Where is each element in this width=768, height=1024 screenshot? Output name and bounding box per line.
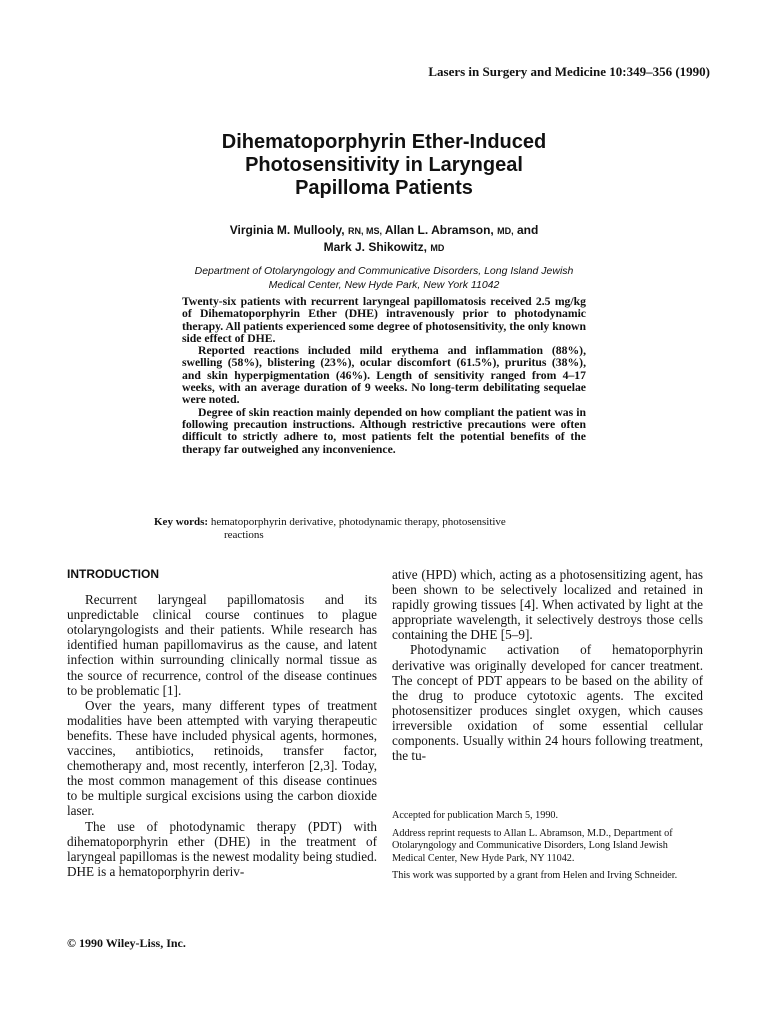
footnote-reprint: Address reprint requests to Allan L. Abramson, M.D., Department of Otolaryngology and Communicative Disorders, Long Island Jewish Medical Center, New Hyde Park, NY 11042. <box>392 827 673 864</box>
footnotes <box>392 810 703 888</box>
author-3-degree: MD <box>430 243 445 253</box>
body-paragraph: Recurrent laryngeal papillomatosis and its unpredictable clinical course continues to plague otolaryngologists and their patients. While research has identified human papillomavirus as the cause, and latent infection within surrounding clinically normal tissue as the source of recurrence, control of the disease continues to be problematic [1]. <box>67 592 377 698</box>
affiliation-line-1: Department of Otolaryngology and Communicative Disorders, Long Island Jewish <box>194 265 574 277</box>
author-1-name: Virginia M. Mullooly, <box>229 223 345 237</box>
abstract-paragraph-3: Degree of skin reaction mainly depended on how compliant the patient was in following precaution instructions. Although restrictive precautions were often difficult to strictly adhere to, most patients felt the potential benefits of the therapy far outweighed any inconvenience. <box>182 405 586 456</box>
body-paragraph: ative (HPD) which, acting as a photosensitizing agent, has been shown to be selectively localized and retained in rapidly growing tissues [4]. When activated by light at the appropriate wavelength, it selectively destroys those cells containing the DHE [5–9]. <box>392 567 703 643</box>
title-line-3: Papilloma Patients <box>295 177 473 199</box>
copyright-notice: © 1990 Wiley-Liss, Inc. <box>67 936 186 950</box>
abstract <box>182 296 586 456</box>
author-1-degree: RN, MS, <box>347 226 382 236</box>
keywords-line-1: hematoporphyrin derivative, photodynamic therapy, photosensitive <box>210 516 506 528</box>
title-line-2: Photosensitivity in Laryngeal <box>245 154 523 176</box>
affiliation-line-2: Medical Center, New Hyde Park, New York 11042 <box>268 279 500 291</box>
body-paragraph: The use of photodynamic therapy (PDT) with dihematoporphyrin ether (DHE) in the treatment of laryngeal papillomas is the newest modality being studied. DHE is a hematoporphyrin deriv- <box>67 818 377 879</box>
keywords-line-2: reactions <box>224 529 264 541</box>
body-paragraph: Photodynamic activation of hematoporphyrin derivative was originally developed for cancer treatment. The concept of PDT appears to be based on the ability of the drug to produce cytotoxic agents. The excited photosensitizer produces singlet oxygen, which causes irreversible oxidation of some essential cellular components. Usually within 24 hours following treatment, the tu- <box>392 642 703 764</box>
title-line-1: Dihematoporphyrin Ether-Induced <box>221 131 547 153</box>
affiliation <box>0 264 768 292</box>
body-paragraph: Over the years, many different types of treatment modalities have been attempted with varying therapeutic benefits. These have included physical agents, hormones, vaccines, antibiotics, retinoids, transfer factor, chemotherapy and, most recently, interferon [2,3]. Today, the most common management of this disease continues to be multiple surgical excisions using the carbon dioxide laser. <box>67 697 377 819</box>
left-column <box>67 567 377 879</box>
section-heading-introduction: INTRODUCTION <box>67 567 159 581</box>
abstract-paragraph-1: Twenty-six patients with recurrent laryngeal papillomatosis received 2.5 mg/kg of Dihematoporphyrin Ether (DHE) intravenously prior to photodynamic therapy. All patients experienced some degree of photosensitivity, the only known side effect of DHE. <box>182 295 586 345</box>
article-title <box>0 131 768 200</box>
keywords-label: Key words: <box>154 516 209 528</box>
abstract-paragraph-2: Reported reactions included mild erythema and inflammation (88%), swelling (58%), blistering (23%), ocular discomfort (61.5%), pruritus (38%), and skin hyperpigmentation (46%). Length of sensitivity ranged from 4–17 weeks, with an average duration of 9 weeks. No long-term debilitating sequelae were noted. <box>182 344 586 407</box>
author-conjunction: and <box>516 223 539 237</box>
author-3-name: Mark J. Shikowitz, <box>323 240 427 254</box>
journal-reference: Lasers in Surgery and Medicine 10:349–356 (1990) <box>428 64 710 79</box>
author-2-degree: MD, <box>497 226 514 236</box>
footnote-grant: This work was supported by a grant from Helen and Irving Schneider. <box>392 870 678 882</box>
author-list <box>0 222 768 256</box>
keywords <box>154 516 634 542</box>
footnote-accepted: Accepted for publication March 5, 1990. <box>392 810 559 821</box>
right-column <box>392 567 703 763</box>
author-2-name: Allan L. Abramson, <box>384 223 494 237</box>
